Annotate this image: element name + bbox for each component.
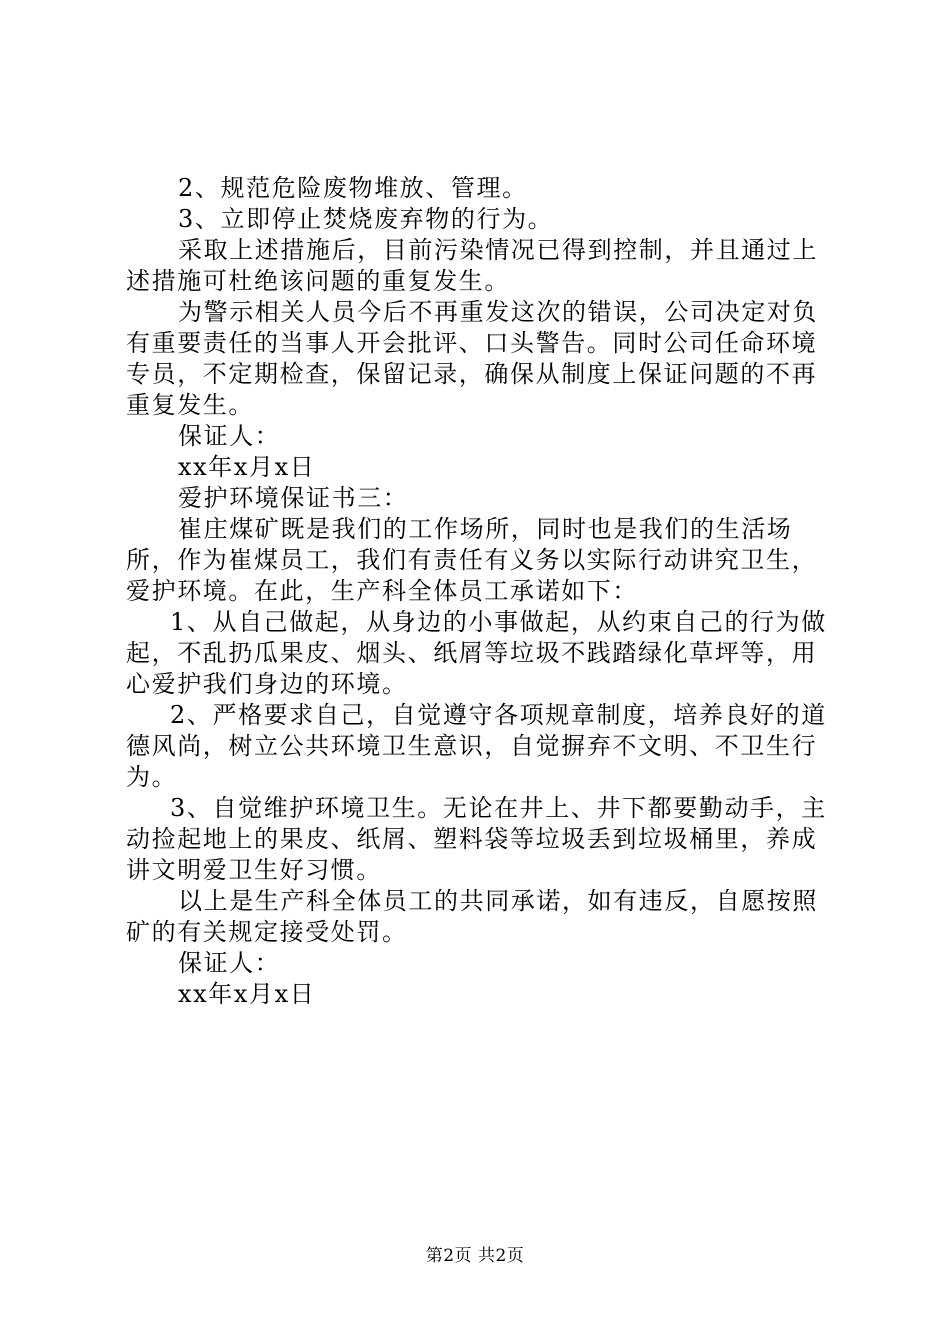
date-line: xx年x月x日: [178, 453, 316, 481]
guarantor-label: 保证人：: [178, 949, 281, 977]
pledge-item-2: 2、严格要求自己，自觉遵守各项规章制度，培养良好的道德风尚，树立公共环境卫生意识，自觉摒弃不文明、不卫生行为。: [126, 701, 827, 791]
measure-item-3: 3、立即停止焚烧废弃物的行为。: [178, 205, 554, 233]
section-title: 爱护环境保证书三：: [178, 484, 409, 512]
document-body: [126, 173, 838, 1010]
guarantor-label: 保证人：: [178, 422, 281, 450]
pledge-item-3: 3、自觉维护环境卫生。无论在井上、井下都要勤动手，主动捡起地上的果皮、纸屑、塑料袋等垃圾丢到垃圾桶里，养成讲文明爱卫生好习惯。: [126, 794, 827, 884]
closing-paragraph: 以上是生产科全体员工的共同承诺，如有违反，自愿按照矿的有关规定接受处罚。: [126, 887, 818, 946]
page-footer: 第2页 共2页: [425, 1246, 525, 1266]
measure-item-2: 2、规范危险废物堆放、管理。: [178, 174, 528, 202]
date-line: xx年x月x日: [178, 980, 316, 1008]
pledge-item-1: 1、从自己做起，从身边的小事做起，从约束自己的行为做起，不乱扔瓜果皮、烟头、纸屑等垃圾不践踏绿化草坪等，用心爱护我们身边的环境。: [126, 608, 827, 698]
control-result-paragraph: 采取上述措施后，目前污染情况已得到控制，并且通过上述措施可杜绝该问题的重复发生。: [126, 236, 818, 295]
intro-paragraph: 崔庄煤矿既是我们的工作场所，同时也是我们的生活场所，作为崔煤员工，我们有责任有义务以实际行动讲究卫生，爱护环境。在此，生产科全体员工承诺如下：: [126, 515, 818, 605]
warning-paragraph: 为警示相关人员今后不再重发这次的错误，公司决定对负有重要责任的当事人开会批评、口头警告。同时公司任命环境专员，不定期检查，保留记录，确保从制度上保证问题的不再重复发生。: [126, 298, 818, 419]
